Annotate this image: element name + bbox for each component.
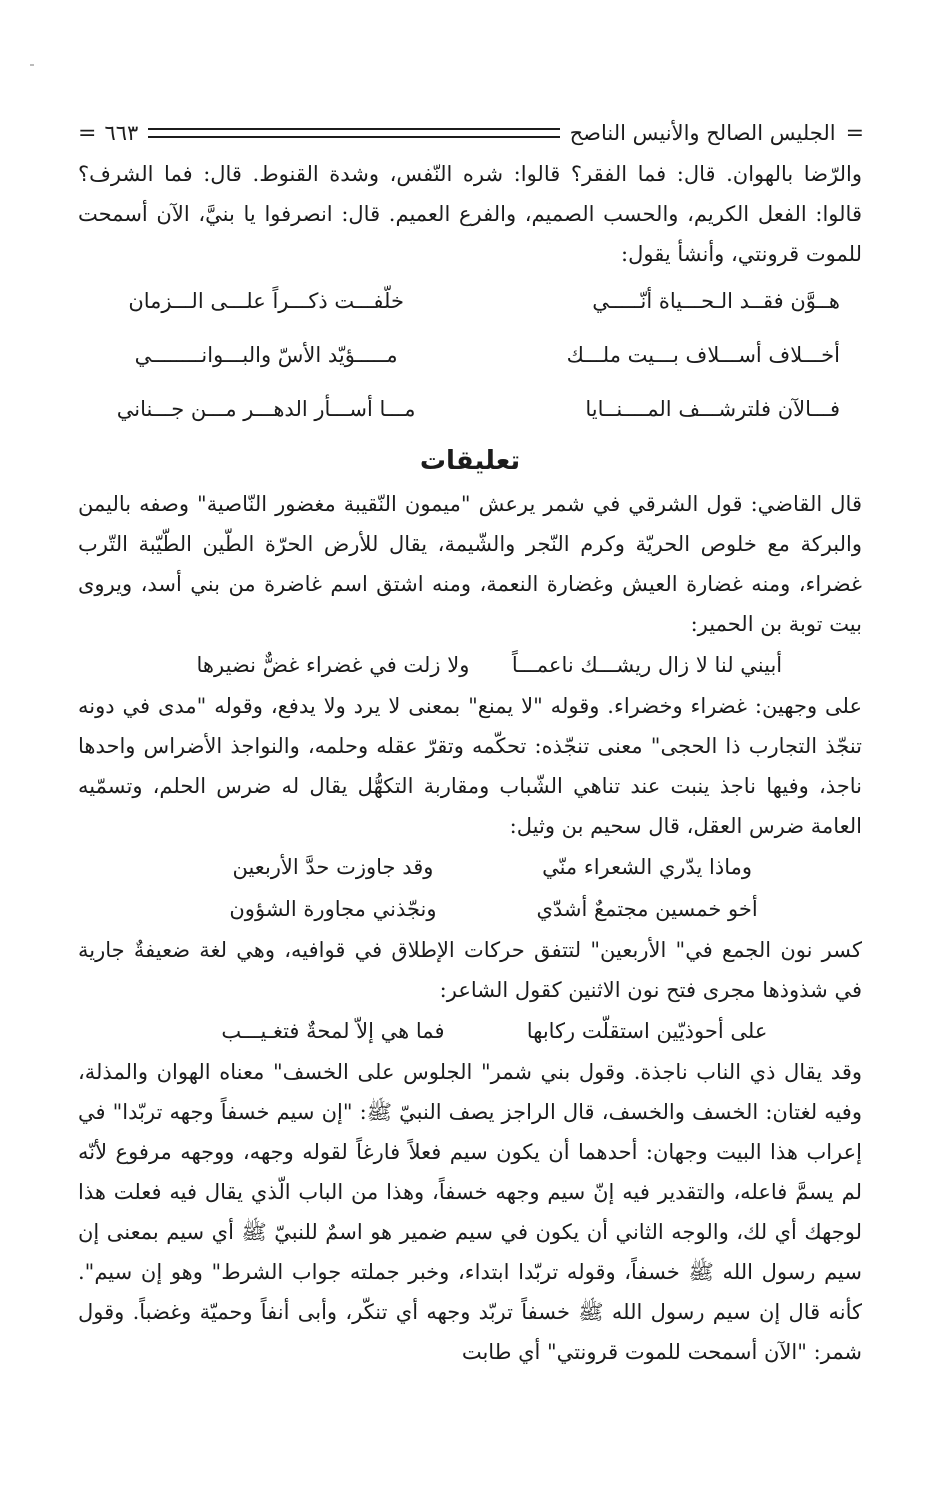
- poem-line: [78, 846, 862, 888]
- poem-line: [78, 274, 862, 328]
- verse-first-hemistich: فـــالآن فلترشـــف المــــنــايا: [585, 397, 840, 421]
- running-title: الجليس الصالح والأنيس الناصح: [569, 121, 836, 145]
- book-page: [78, 112, 862, 1372]
- commentary-paragraph: قال القاضي: قول الشرقي في شمر يرعش "ميمون النّقيبة مغضور النّاصية" وصفه باليمن والبركة مع خلوص الحريّة وكرم النّجر والشّيمة، يقال للأرض الحرّة الطّين الطّيّبة التّرب غضراء، ومنه غضارة العيش وغضارة النعمة، ومنه اشتق اسم غاضرة من بني أسد، ويروى بيت توبة بن الحمير:: [78, 492, 862, 636]
- poem-line: [78, 1010, 862, 1052]
- verse-second-hemistich: ونجّذني مجاورة الشؤون: [229, 897, 437, 921]
- poem-3: [78, 846, 862, 930]
- poem-line: [78, 328, 862, 382]
- commentary-paragraph: وقد يقال ذي الناب ناجذة. وقول بني شمر" الجلوس على الخسف" معناه الهوان والمذلة، وفيه لغتان: الخسف والخسف، قال الراجز يصف النبيّ ﷺ: "إن سيم خسفاً وجهه تربّدا" في إعراب هذا البيت وجهان: أحدهما أن يكون سيم فعلاً فارغاً لقوله وجهه، ووجهه مرفوع لأنّه لم يسمَّ فاعله، والتقدير فيه إنّ سيم وجهه خسفاً، وهذا من الباب الّذي يقال فيه فعلت هذا لوجهك أي لك، والوجه الثاني أن يكون في سيم ضمير هو اسمٌ للنبيّ ﷺ أي سيم بمعنى إن سيم رسول الله ﷺ خسفاً، وقوله تربّدا ابتداء، وخبر جملته جواب الشرط" وهو إن سيم". كأنه قال إن سيم رسول الله ﷺ خسفاً تربّد وجهه أي تنكّر، وأبى أنفاً وحميّة وغضباً. وقول شمر: "الآن أسمحت للموت قرونتي" أي طابت: [78, 1060, 862, 1364]
- commentary-paragraph: على وجهين: غضراء وخضراء. وقوله "لا يمنع" بمعنى لا يرد ولا يدفع، وقوله "مدى في دونه تنجّذ التجارب ذا الحجى" معنى تنجّذه: تحكّمه وتقرّ عقله وحلمه، والنواجذ الأضراس واحدها ناجذ، وفيها ناجذ ينبت عند تناهي الشّباب ومقاربة التكهُّل يقال له ضرس الحلم، وتسمّيه العامة ضرس العقل، قال سحيم بن وثيل:: [78, 694, 862, 838]
- verse-second-hemistich: خلّفـــت ذكـــراً علـــى الـــزمان: [128, 289, 404, 313]
- scan-mark: [30, 64, 34, 66]
- poem-line: [78, 888, 862, 930]
- verse-first-hemistich: هــوَّن فقــد الـحـــياة أنّـــــي: [592, 289, 840, 313]
- opening-paragraph: والرّضا بالهوان. قال: فما الفقر؟ قالوا: شره النّفس، وشدة القنوط. قال: فما الشرف؟ قالوا: الفعل الكريم، والحسب الصميم، والفرع العميم. قال: انصرفوا يا بنيَّ، الآن أسمحت للموت قرونتي، وأنشأ يقول:: [78, 162, 862, 266]
- header-ornament-left: =: [78, 120, 95, 146]
- verse-first-hemistich: وماذا يدّري الشعراء منّي: [542, 855, 753, 879]
- section-heading: تعليقات: [419, 446, 521, 476]
- commentary-paragraph: كسر نون الجمع في" الأربعين" لتتفق حركات الإطلاق في قوافيه، وهي لغة ضعيفةٌ جارية في شذوذها مجرى فتح نون الاثنين كقول الشاعر:: [78, 938, 862, 1002]
- verse-first-hemistich: أخـــلاف أســـلاف بـــيت ملـــك: [566, 343, 840, 367]
- verse-second-hemistich: وقد جاوزت حدَّ الأربعين: [232, 855, 434, 879]
- header-rule: [148, 128, 559, 138]
- verse-second-hemistich: فما هي إلاّ لمحةٌ فتغـيـــب: [221, 1019, 445, 1043]
- poem-line: [78, 382, 862, 436]
- page-number: ٦٦٣: [104, 121, 139, 145]
- verse-second-hemistich: مـــا أســـأر الدهـــر مـــن جـــناني: [116, 397, 416, 421]
- verse-second-hemistich: ولا زلت في غضراء غضٌّ نضيرها: [196, 653, 470, 677]
- header-ornament-right: =: [845, 120, 862, 146]
- running-header: [78, 112, 862, 154]
- verse-first-hemistich: على أحوذيّين استقلّت ركابها: [526, 1019, 768, 1043]
- verse-first-hemistich: أخو خمسين مجتمعٌ أشدّي: [536, 897, 758, 921]
- poem-line: [78, 644, 862, 686]
- verse-first-hemistich: أبيني لنا لا زال ريشـــك ناعمـــاً: [511, 653, 783, 677]
- poem-1: [78, 274, 862, 436]
- verse-second-hemistich: مـــــؤيّد الأسّ والبـــوانــــــــي: [134, 343, 398, 367]
